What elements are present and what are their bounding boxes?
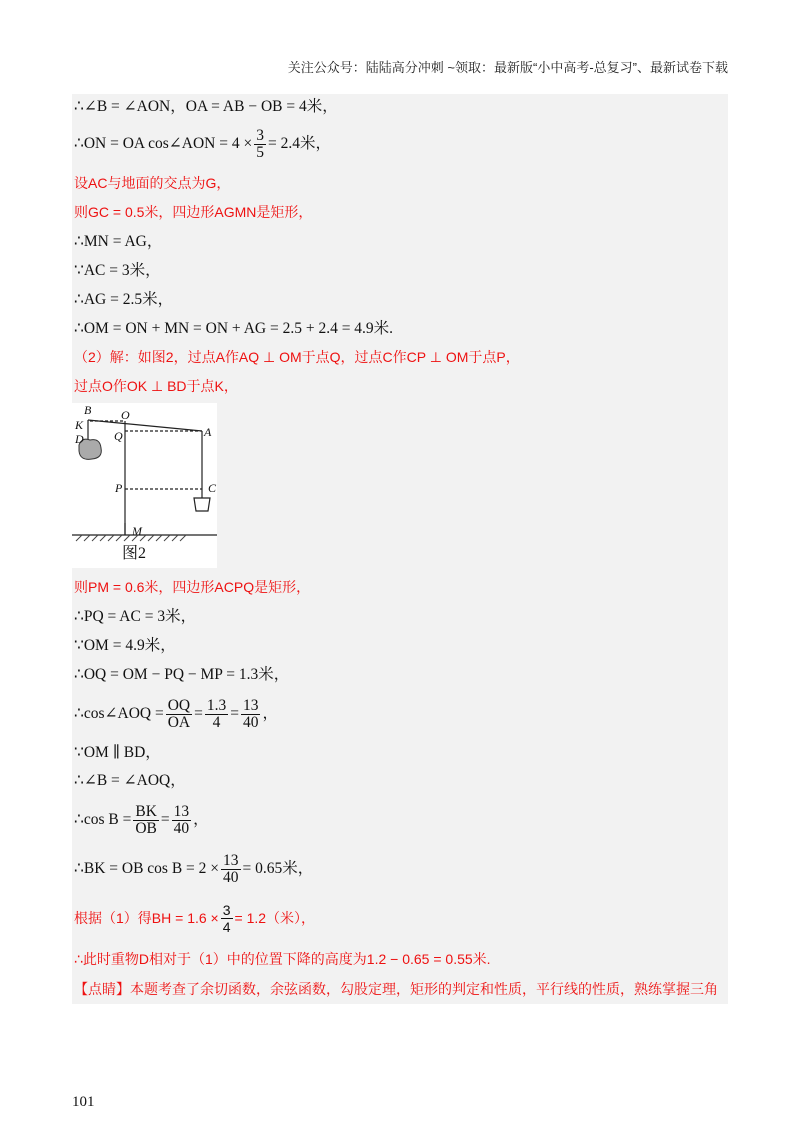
svg-text:A: A — [204, 425, 212, 439]
line-6: ∵AC = 3米， — [74, 262, 161, 279]
svg-text:B: B — [84, 403, 92, 417]
page-number: 101 — [72, 1094, 95, 1110]
solution-block — [72, 94, 728, 1004]
svg-text:D: D — [75, 432, 84, 446]
line-9: （2）解：如图2，过点A作AQ ⊥ OM于点Q，过点C作CP ⊥ OM于点P， — [74, 349, 520, 365]
svg-text:Q: Q — [114, 429, 123, 443]
line-13: ∵OM = 4.9米， — [74, 637, 176, 654]
line-7: ∴AG = 2.5米， — [74, 291, 174, 308]
figure-caption: 图2 — [122, 545, 147, 562]
line-20: 根据（1）得BH = 1.6 × $\frac{3}{4}$ = 1.2（米）， — [74, 901, 316, 935]
line-17: ∴∠B = ∠AOQ， — [74, 772, 186, 789]
line-8: ∴OM = ON + MN = ON + AG = 2.5 + 2.4 = 4.9米. — [74, 320, 394, 337]
line-10: 过点O作OK ⊥ BD于点K， — [74, 378, 238, 394]
line-1: ∴∠B = ∠AON，OA = AB − OB = 4米， — [74, 98, 338, 115]
line-4: 则GC = 0.5米，四边形AGMN是矩形， — [74, 204, 313, 220]
line-14: ∴OQ = OM − PQ − MP = 1.3米， — [74, 666, 290, 683]
line-15: ∴cos∠AOQ = $\frac{OQ}{OA}$ = $\frac{1.3}{4}$ = $\frac{13}{40}$ ， — [74, 696, 278, 731]
line-5: ∴MN = AG， — [74, 233, 163, 250]
svg-text:O: O — [121, 408, 130, 422]
line-3: 设AC与地面的交点为G， — [74, 175, 231, 191]
svg-text:C: C — [208, 481, 217, 495]
page-header: 关注公众号：陆陆高分冲刺 ~领取：最新版“小中高考-总复习”、最新试卷下载 — [287, 60, 728, 75]
key-point-note: 【点睛】本题考查了余切函数，余弦函数，勾股定理，矩形的判定和性质，平行线的性质，熟练掌握三角 — [74, 981, 718, 997]
figure-2 — [72, 403, 217, 568]
line-12: ∴PQ = AC = 3米， — [74, 608, 197, 625]
line-2: ∴ON = OA cos∠AON = 4 × $\frac{3}{5}$ = 2.4米， — [74, 126, 331, 161]
svg-text:K: K — [75, 418, 84, 432]
line-18: ∴cos B = $\frac{BK}{OB}$ = $\frac{13}{40}$ ， — [74, 802, 209, 837]
fraction: $\frac{3}{5}$ — [256, 126, 264, 161]
line-16: ∵OM ∥ BD， — [74, 744, 161, 761]
line-19: ∴BK = OB cos B = 2 × $\frac{13}{40}$ = 0.65米， — [74, 851, 314, 886]
line-21: ∴此时重物D相对于（1）中的位置下降的高度为1.2 − 0.65 = 0.55米. — [74, 951, 491, 967]
line-11: 则PM = 0.6米，四边形ACPQ是矩形， — [74, 579, 311, 595]
svg-text:P: P — [115, 481, 123, 495]
svg-text:M: M — [132, 524, 142, 538]
